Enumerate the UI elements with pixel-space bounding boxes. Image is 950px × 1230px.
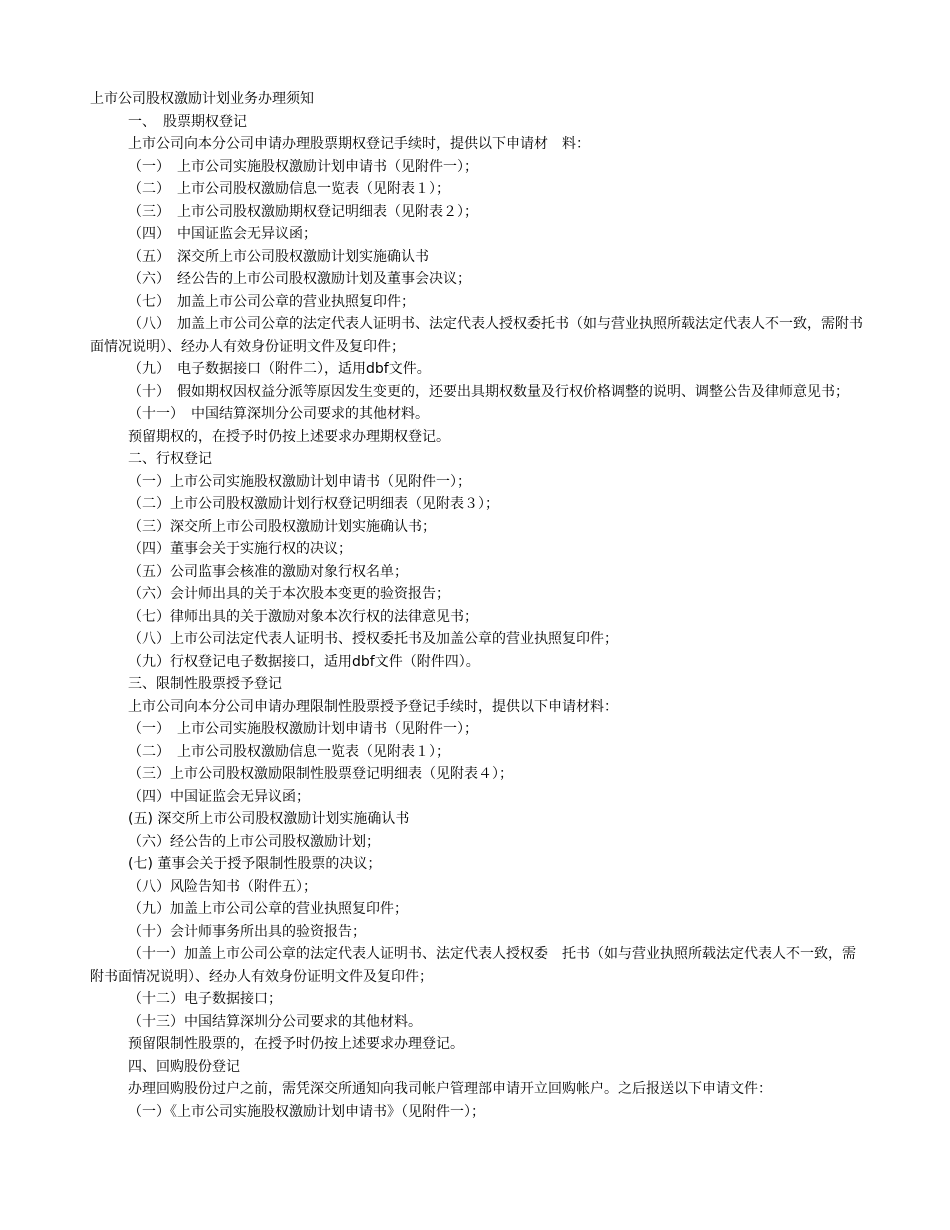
document-line: （五） 深交所上市公司股权激励计划实施确认书: [128, 248, 429, 265]
document-line: （四） 中国证监会无异议函；: [128, 226, 317, 242]
document-line: （三）深交所上市公司股权激励计划实施确认书；: [128, 518, 436, 535]
document-line: （四）中国证监会无异议函；: [128, 788, 310, 805]
document-line: (五) 深交所上市公司股权激励计划实施确认书: [128, 811, 410, 827]
document-line: （一） 上市公司实施股权激励计划申请书（见附件一）；: [128, 721, 478, 737]
document-line: 二、行权登记: [128, 451, 212, 467]
document-line: （二） 上市公司股权激励信息一览表（见附表１）；: [128, 743, 450, 760]
document-line: 预留期权的，在授予时仍按上述要求办理期权登记。: [128, 428, 450, 445]
document-line: （五）公司监事会核准的激励对象行权名单；: [128, 563, 408, 580]
document-line: 上市公司向本分公司申请办理股票期权登记手续时，提供以下申请材 料：: [128, 136, 590, 152]
document-line: （九）加盖上市公司公章的营业执照复印件；: [128, 901, 408, 917]
document-line: （二）上市公司股权激励计划行权登记明细表（见附表３）；: [128, 496, 499, 512]
document-line: （九） 电子数据接口（附件二），适用dbf文件。: [128, 361, 431, 377]
document-line: （二） 上市公司股权激励信息一览表（见附表１）；: [128, 181, 450, 197]
document-line: 三、限制性股票授予登记: [128, 676, 282, 692]
document-title: 上市公司股权激励计划业务办理须知: [90, 91, 314, 107]
document-line: （十一） 中国结算深圳分公司要求的其他材料。: [128, 406, 429, 422]
document-line: 上市公司向本分公司申请办理限制性股票授予登记手续时，提供以下申请材料：: [128, 698, 618, 715]
document-line: （七）律师出具的关于激励对象本次行权的法律意见书；: [128, 608, 478, 625]
document-line: （三）上市公司股权激励限制性股票登记明细表（见附表４）；: [128, 766, 513, 782]
document-line: （十） 假如期权因权益分派等原因发生变更的，还要出具期权数量及行权价格调整的说明、调整公告及律师意见书；: [128, 383, 849, 400]
document-line: （三） 上市公司股权激励期权登记明细表（见附表２）；: [128, 203, 478, 220]
document-line: （十一）加盖上市公司公章的法定代表人证明书、法定代表人授权委 托书（如与营业执照所载法定代表人不一致，需附书面情况说明）、经办人有效身份证明文件及复印件；: [90, 946, 856, 985]
document-line: 预留限制性股票的，在授予时仍按上述要求办理登记。: [128, 1036, 464, 1052]
document-line: （一）《上市公司实施股权激励计划申请书》（见附件一）；: [128, 1103, 485, 1120]
document-line: （一） 上市公司实施股权激励计划申请书（见附件一）；: [128, 158, 478, 175]
document-line: （十三）中国结算深圳分公司要求的其他材料。: [128, 1013, 422, 1030]
document-line: （十）会计师事务所出具的验资报告；: [128, 923, 366, 940]
document-line: (七) 董事会关于授予限制性股票的决议；: [128, 856, 382, 872]
document-line: 四、回购股份登记: [128, 1058, 240, 1075]
document-line: （八）风险告知书（附件五）；: [128, 878, 317, 895]
document-line: （八）上市公司法定代表人证明书、授权委托书及加盖公章的营业执照复印件；: [128, 631, 618, 647]
document-line: （十二）电子数据接口；: [128, 991, 282, 1007]
document-line: 办理回购股份过户之前，需凭深交所通知向我司帐户管理部申请开立回购帐户。之后报送以下申请文件：: [128, 1081, 772, 1097]
document-line: （六）经公告的上市公司股权激励计划；: [128, 833, 380, 850]
document-line: （六） 经公告的上市公司股权激励计划及董事会决议；: [128, 271, 471, 287]
document-line: （一）上市公司实施股权激励计划申请书（见附件一）；: [128, 473, 471, 490]
document-line: 一、 股票期权登记: [128, 113, 247, 130]
document-line: （九）行权登记电子数据接口，适用dbf文件（附件四）。: [128, 653, 480, 670]
document-body: [90, 88, 865, 1123]
document-line: （八） 加盖上市公司公章的法定代表人证明书、法定代表人授权委托书（如与营业执照所载法定代表人不一致，需附书面情况说明）、经办人有效身份证明文件及复印件；: [90, 316, 863, 355]
document-line: （六）会计师出具的关于本次股本变更的验资报告；: [128, 586, 450, 602]
document-line: （七） 加盖上市公司公章的营业执照复印件；: [128, 293, 415, 310]
document-line: （四）董事会关于实施行权的决议；: [128, 541, 352, 557]
